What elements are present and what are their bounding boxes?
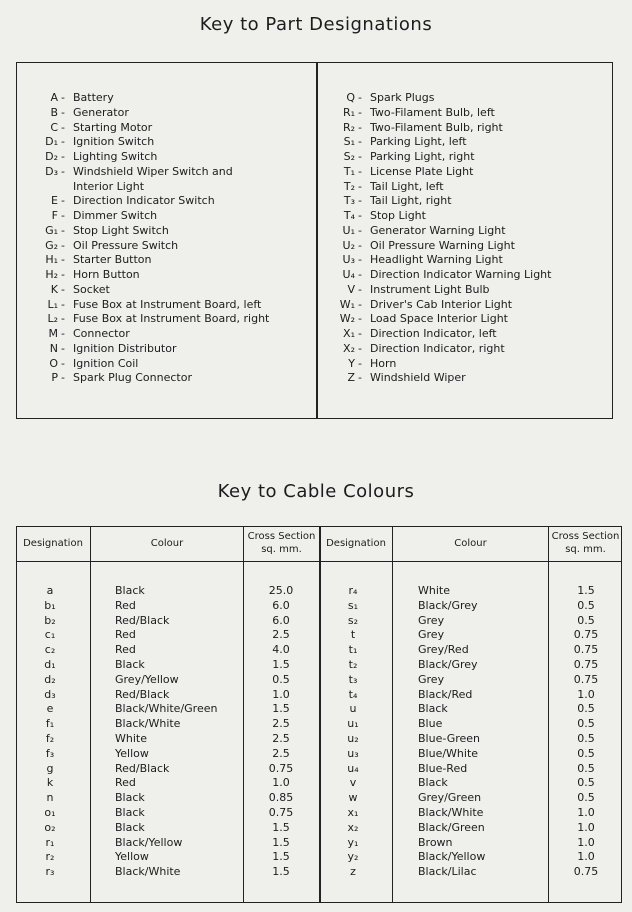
part-description: Driver's Cab Interior Light	[370, 297, 513, 311]
cable-cross-section: 4.0	[272, 643, 290, 657]
part-row	[28, 135, 313, 150]
cable-cross-section: 1.5	[272, 835, 290, 849]
cable-colour: Red/Black	[115, 687, 170, 701]
part-dash: -	[358, 164, 362, 178]
part-row	[325, 371, 610, 386]
part-code: D₃	[45, 164, 58, 178]
cable-designation: z	[350, 865, 356, 879]
cable-cross-section: 1.5	[272, 865, 290, 879]
cable-colour: Black	[418, 776, 448, 790]
cable-cross-section: 0.5	[577, 702, 595, 716]
cable-colour: Blue	[418, 717, 443, 731]
part-row	[325, 357, 610, 372]
part-dash: -	[61, 91, 65, 104]
cable-designation: t₄	[348, 687, 358, 701]
cable-designation: u₁	[347, 717, 359, 731]
cable-cross-section: 2.5	[272, 732, 290, 745]
cable-colour: White	[418, 584, 450, 597]
cable-colour: Black/White	[418, 806, 484, 819]
part-code: G₂	[45, 238, 58, 252]
part-description: Generator	[73, 105, 129, 119]
part-list-right	[325, 91, 610, 386]
part-code: T₂	[343, 179, 355, 193]
cable-colour: Black	[115, 820, 145, 834]
cable-cross-section: 0.75	[573, 658, 599, 671]
part-code: N	[49, 341, 58, 355]
part-dash: -	[61, 223, 65, 237]
part-code: B	[50, 105, 58, 119]
column-rule	[243, 526, 244, 903]
cable-colour: Black	[115, 806, 145, 819]
part-description: Two-Filament Bulb, left	[370, 105, 495, 119]
part-dash: -	[358, 297, 362, 311]
part-row	[325, 91, 610, 106]
cable-designation: r₃	[45, 865, 55, 879]
cable-designation: f₂	[45, 732, 55, 745]
cable-cross-section: 1.5	[272, 702, 290, 716]
part-code: D₁	[45, 135, 58, 149]
part-description: Stop Light	[370, 209, 426, 222]
part-description: Load Space Interior Light	[370, 312, 508, 326]
part-row	[28, 224, 313, 239]
cable-colour: Red	[115, 628, 136, 642]
part-code: T₁	[343, 164, 355, 178]
cable-colour: White	[115, 732, 147, 745]
part-dash: -	[358, 91, 362, 104]
part-description: Oil Pressure Warning Light	[370, 238, 515, 252]
part-description: Ignition Coil	[73, 356, 139, 370]
part-description: Parking Light, right	[370, 150, 475, 163]
part-description: Generator Warning Light	[370, 223, 506, 237]
part-dash: -	[61, 120, 65, 134]
part-dash: -	[61, 253, 65, 267]
part-code: U₄	[342, 268, 355, 281]
cable-colour: Yellow	[115, 850, 149, 864]
part-code: U₁	[342, 223, 355, 237]
part-row	[28, 106, 313, 121]
cable-colour: Black/Grey	[418, 598, 478, 612]
part-dash: -	[61, 194, 65, 208]
part-row	[325, 209, 610, 224]
part-dash: -	[61, 150, 65, 163]
part-row	[325, 180, 610, 195]
cable-colour: Blue-Red	[418, 761, 468, 775]
part-dash: -	[61, 268, 65, 281]
part-description: Direction Indicator, right	[370, 341, 505, 355]
cable-cross-section: 0.5	[272, 672, 290, 686]
cable-cross-section: 0.5	[577, 717, 595, 731]
cable-cross-section: 0.5	[577, 613, 595, 627]
cable-designation: d₂	[44, 672, 56, 686]
part-list-left	[28, 91, 313, 386]
part-description: Oil Pressure Switch	[73, 238, 179, 252]
cable-cross-section: 1.0	[577, 806, 595, 819]
center-divider	[319, 526, 321, 903]
part-row	[325, 135, 610, 150]
cable-designation: b₁	[44, 598, 56, 612]
part-code: P	[51, 371, 58, 385]
part-row	[325, 312, 610, 327]
part-code: K	[50, 282, 58, 296]
part-row	[325, 298, 610, 313]
part-dash: -	[61, 238, 65, 252]
cable-colour: Grey/Yellow	[115, 672, 179, 686]
cable-colour: Black/White	[115, 865, 181, 879]
cable-designation: t₂	[348, 658, 358, 671]
cable-cross-section: 0.5	[577, 746, 595, 760]
cable-designation: c₂	[44, 643, 56, 657]
cable-cross-section: 0.75	[573, 672, 599, 686]
part-code: S₂	[343, 150, 355, 163]
cable-cross-section: 0.85	[268, 791, 294, 805]
cable-colour: Grey	[418, 613, 445, 627]
cable-colour: Black	[115, 791, 145, 805]
part-description: Connector	[73, 327, 130, 340]
part-code: T₃	[343, 194, 355, 208]
header-colour-right: Colour	[454, 538, 487, 549]
cable-colour: Black	[115, 658, 145, 671]
cable-colour: Grey/Red	[418, 643, 469, 657]
part-row	[325, 224, 610, 239]
part-dash: -	[61, 341, 65, 355]
cable-designation: u	[349, 702, 357, 716]
cable-designation: e	[46, 702, 54, 716]
part-description: Fuse Box at Instrument Board, right	[73, 312, 270, 326]
part-row	[325, 283, 610, 298]
header-cross-section-right	[549, 530, 622, 556]
part-row	[325, 342, 610, 357]
cable-cross-section: 0.5	[577, 598, 595, 612]
part-code: L₂	[47, 312, 58, 326]
part-code: X₁	[343, 327, 355, 340]
header-colour-left: Colour	[150, 538, 184, 549]
part-row	[28, 121, 313, 136]
cable-designation: w	[348, 791, 358, 805]
part-row	[28, 209, 313, 224]
part-description: Interior Light	[73, 179, 145, 193]
part-description: Ignition Switch	[73, 135, 155, 149]
part-row	[325, 106, 610, 121]
part-dash: -	[358, 356, 362, 370]
part-description: Spark Plug Connector	[73, 371, 192, 385]
cable-designation: o₂	[44, 820, 56, 834]
cable-colour: Yellow	[115, 746, 149, 760]
part-description: Headlight Warning Light	[370, 253, 503, 267]
cable-cross-section: 2.5	[272, 746, 290, 760]
cable-colour: Black/Yellow	[418, 850, 486, 864]
column-rule	[90, 526, 91, 903]
cable-cross-section: 1.5	[272, 850, 290, 864]
part-dash: -	[358, 223, 362, 237]
part-description: Windshield Wiper	[370, 371, 466, 385]
part-row	[28, 268, 313, 283]
cable-cross-section: 1.0	[272, 687, 290, 701]
part-dash: -	[358, 209, 362, 222]
part-code: T₄	[343, 209, 355, 222]
cable-cross-section: 1.5	[272, 820, 290, 834]
part-description: Stop Light Switch	[73, 223, 169, 237]
part-row	[325, 239, 610, 254]
part-row	[28, 180, 313, 195]
cable-cross-section: 0.75	[268, 761, 294, 775]
part-code: E	[51, 194, 58, 208]
cable-colour: Blue-Green	[418, 732, 481, 745]
cable-designation: r₁	[45, 835, 55, 849]
part-dash: -	[358, 150, 362, 163]
part-dash: -	[358, 135, 362, 149]
part-dash: -	[358, 282, 362, 296]
cable-colour: Black/White	[115, 717, 181, 731]
part-dash: -	[61, 356, 65, 370]
cable-designation: s₁	[347, 598, 359, 612]
cable-cross-section: 6.0	[272, 613, 290, 627]
cable-designation: d₃	[44, 687, 56, 701]
cable-designation: k	[46, 776, 54, 790]
part-code: W₂	[339, 312, 355, 326]
part-row	[28, 194, 313, 209]
cable-cross-section: 1.0	[577, 820, 595, 834]
cable-designation: r₄	[348, 584, 358, 597]
part-code: X₂	[343, 341, 355, 355]
part-description: Tail Light, left	[370, 179, 444, 193]
part-dash: -	[61, 371, 65, 385]
part-code: H₁	[45, 253, 58, 267]
part-description: Instrument Light Bulb	[370, 282, 490, 296]
part-dash: -	[358, 253, 362, 267]
part-dash: -	[61, 209, 65, 222]
cable-designation: u₂	[347, 732, 359, 745]
part-code: A	[50, 91, 58, 104]
part-code: D₂	[45, 150, 58, 163]
part-code: H₂	[45, 268, 58, 281]
cable-cross-section: 0.75	[573, 865, 599, 879]
cable-colour: Black	[418, 702, 448, 716]
cable-cross-section: 0.5	[577, 776, 595, 790]
cable-designation: v	[349, 776, 357, 790]
part-description: Windshield Wiper Switch and	[73, 164, 233, 178]
cable-cross-section: 1.5	[272, 658, 290, 671]
cable-colour: Black/Lilac	[418, 865, 477, 879]
part-code: F	[51, 209, 58, 222]
cable-designation: n	[46, 791, 54, 805]
cable-cross-section: 6.0	[272, 598, 290, 612]
part-dash: -	[358, 105, 362, 119]
part-description: Ignition Distributor	[73, 341, 177, 355]
part-description: Socket	[73, 282, 110, 296]
part-code: L₁	[47, 297, 58, 311]
part-row	[325, 268, 610, 283]
part-dash: -	[358, 341, 362, 355]
cable-cross-section: 0.5	[577, 791, 595, 805]
part-dash: -	[61, 282, 65, 296]
part-row	[325, 194, 610, 209]
part-code: S₁	[343, 135, 355, 149]
cable-designation: f₃	[45, 746, 55, 760]
header-cross-section-line1: Cross Section	[247, 531, 316, 542]
part-dash: -	[61, 327, 65, 340]
part-code: R₁	[342, 105, 355, 119]
cable-colour: Red/Black	[115, 613, 170, 627]
part-code: G₁	[45, 223, 58, 237]
part-description: Horn	[370, 356, 397, 370]
part-dash: -	[358, 194, 362, 208]
part-row	[28, 150, 313, 165]
cable-cross-section: 2.5	[272, 717, 290, 731]
part-designations-divider	[316, 62, 318, 419]
cable-cross-section: 0.5	[577, 732, 595, 745]
column-rule	[548, 526, 549, 903]
cable-cross-section: 1.0	[577, 835, 595, 849]
part-row	[325, 327, 610, 342]
cable-colour: Black/Green	[418, 820, 485, 834]
part-dash: -	[61, 297, 65, 311]
cable-designation: y₁	[347, 835, 359, 849]
part-row	[28, 239, 313, 254]
cable-designation: x₁	[347, 806, 359, 819]
cable-designation: s₂	[347, 613, 359, 627]
cable-cross-section: 0.75	[573, 628, 599, 642]
cable-cross-section: 25.0	[268, 584, 294, 597]
part-description: Lighting Switch	[73, 150, 158, 163]
part-dash: -	[358, 312, 362, 326]
part-row	[28, 283, 313, 298]
part-code: M	[48, 327, 58, 340]
cable-colour: Black/Grey	[418, 658, 478, 671]
part-dash: -	[358, 327, 362, 340]
cable-cross-section: 0.5	[577, 761, 595, 775]
cable-colour: Grey	[418, 628, 445, 642]
header-cross-section-line1: Cross Section	[551, 531, 620, 542]
header-cross-section-left	[244, 530, 319, 556]
cable-designation: t₁	[348, 643, 358, 657]
part-row	[325, 253, 610, 268]
part-description: Starter Button	[73, 253, 152, 267]
part-dash: -	[358, 120, 362, 134]
part-description: Direction Indicator Switch	[73, 194, 215, 208]
part-row	[28, 342, 313, 357]
cable-designation: t	[350, 628, 356, 642]
cable-colour: Blue/White	[418, 746, 479, 760]
part-description: Starting Motor	[73, 120, 153, 134]
part-dash: -	[61, 312, 65, 326]
part-description: Battery	[73, 91, 114, 104]
part-row	[28, 371, 313, 386]
part-designations-title: Key to Part Designations	[199, 14, 433, 35]
header-designation-left: Designation	[23, 538, 83, 549]
cable-colour: Black/Red	[418, 687, 473, 701]
header-cross-section-line2: sq. mm.	[565, 544, 606, 555]
part-row	[325, 121, 610, 136]
part-dash: -	[358, 268, 362, 281]
cable-colour: Black/White/Green	[115, 702, 218, 716]
header-cross-section-line2: sq. mm.	[261, 544, 302, 555]
cable-colours-title: Key to Cable Colours	[217, 481, 415, 502]
cable-colour: Red	[115, 598, 136, 612]
part-code: U₃	[342, 253, 355, 267]
part-dash: -	[61, 164, 65, 178]
part-description: Direction Indicator, left	[370, 327, 497, 340]
cable-designation: x₂	[347, 820, 359, 834]
part-description: Two-Filament Bulb, right	[370, 120, 503, 134]
cable-colour: Black/Yellow	[115, 835, 183, 849]
part-dash: -	[358, 371, 362, 385]
cable-colour: Black	[115, 584, 145, 597]
cable-designation: u₃	[347, 746, 359, 760]
header-designation-right: Designation	[326, 538, 386, 549]
part-description: Parking Light, left	[370, 135, 467, 149]
part-row	[28, 327, 313, 342]
cable-designation: b₂	[44, 613, 56, 627]
part-description: Horn Button	[73, 268, 140, 281]
cable-cross-section: 2.5	[272, 628, 290, 642]
part-code: V	[347, 282, 355, 296]
part-row	[325, 150, 610, 165]
cable-designation: t₃	[348, 672, 358, 686]
cable-designation: y₂	[347, 850, 359, 864]
cable-colour: Red	[115, 776, 136, 790]
cable-designation: u₄	[347, 761, 359, 775]
cable-designation: a	[46, 584, 54, 597]
cable-designation: f₁	[45, 717, 55, 731]
part-code: Z	[347, 371, 355, 385]
part-code: R₂	[342, 120, 355, 134]
cable-cross-section: 1.5	[577, 584, 595, 597]
part-row	[28, 91, 313, 106]
part-dash: -	[358, 238, 362, 252]
part-row	[325, 165, 610, 180]
cable-designation: o₁	[44, 806, 56, 819]
part-row	[28, 253, 313, 268]
part-code: O	[49, 356, 58, 370]
cable-colour: Grey	[418, 672, 445, 686]
cable-cross-section: 0.75	[573, 643, 599, 657]
part-dash: -	[358, 179, 362, 193]
cable-designation: c₁	[44, 628, 56, 642]
cable-colour: Red	[115, 643, 136, 657]
cable-cross-section: 1.0	[272, 776, 290, 790]
cable-designation: r₂	[45, 850, 55, 864]
cable-colour: Red/Black	[115, 761, 170, 775]
part-row	[28, 165, 313, 180]
part-description: Tail Light, right	[370, 194, 452, 208]
cable-designation: d₁	[44, 658, 56, 671]
part-description: License Plate Light	[370, 164, 474, 178]
part-description: Spark Plugs	[370, 91, 435, 104]
cable-colour: Brown	[418, 835, 453, 849]
part-code: U₂	[342, 238, 355, 252]
part-description: Dimmer Switch	[73, 209, 158, 222]
column-rule	[392, 526, 393, 903]
cable-cross-section: 1.0	[577, 687, 595, 701]
part-row	[28, 357, 313, 372]
part-dash: -	[61, 135, 65, 149]
cable-designation: g	[46, 761, 54, 775]
part-code: Y	[348, 356, 355, 370]
part-row	[28, 312, 313, 327]
part-code: C	[50, 120, 58, 134]
part-description: Fuse Box at Instrument Board, left	[73, 297, 262, 311]
part-code: Q	[346, 91, 355, 104]
part-code: W₁	[339, 297, 355, 311]
part-dash: -	[61, 105, 65, 119]
part-row	[28, 298, 313, 313]
cable-cross-section: 1.0	[577, 850, 595, 864]
cable-cross-section: 0.75	[268, 806, 294, 819]
cable-colour: Grey/Green	[418, 791, 482, 805]
part-description: Direction Indicator Warning Light	[370, 268, 552, 281]
